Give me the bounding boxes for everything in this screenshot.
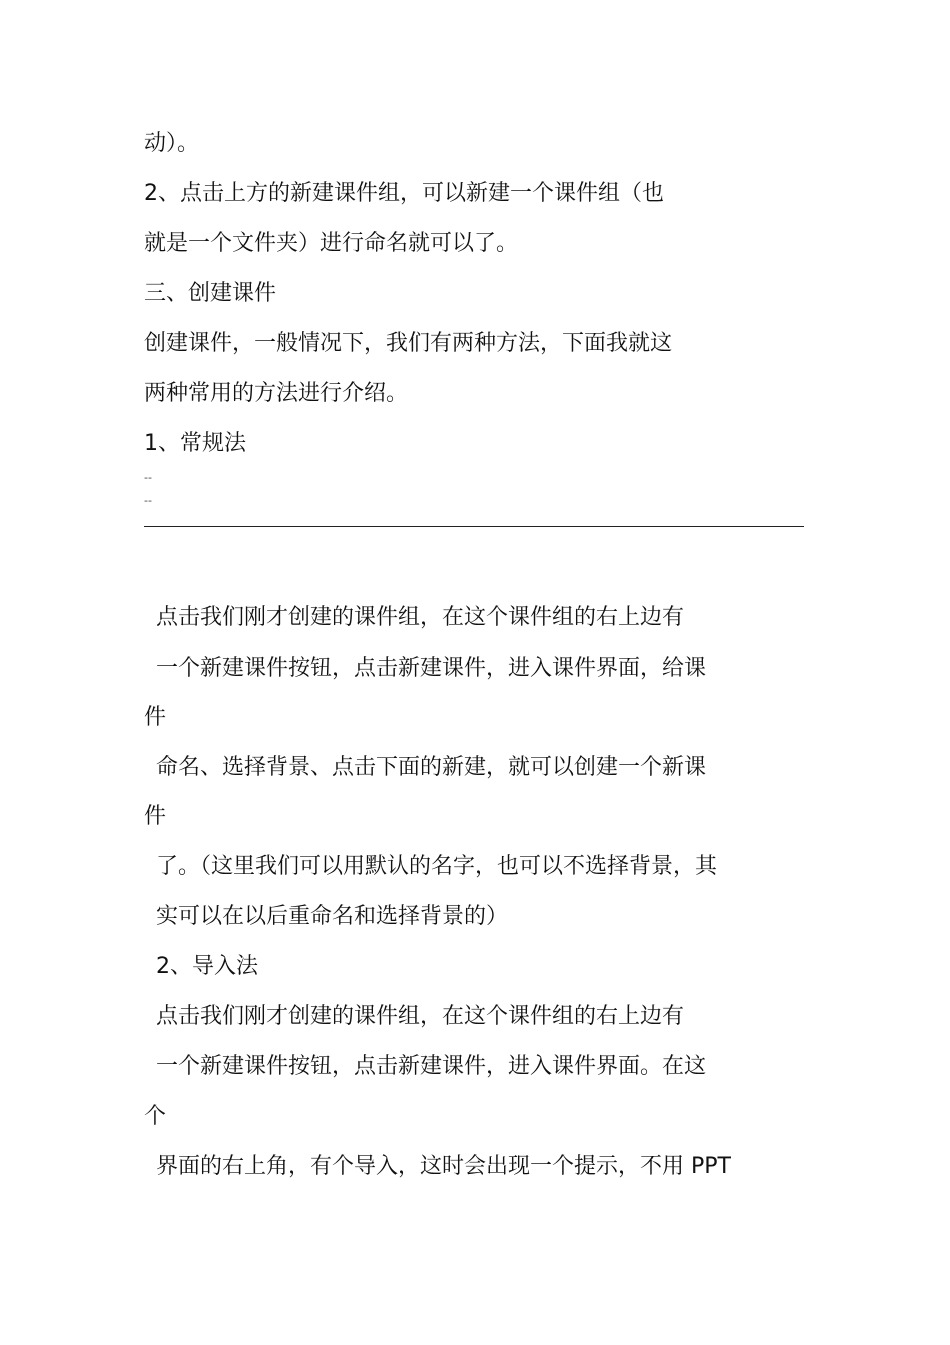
paragraph-line: 实可以在以后重命名和选择背景的）	[156, 904, 509, 929]
paragraph-line: 就是一个文件夹）进行命名就可以了。	[144, 231, 519, 256]
paragraph-line: 点击我们刚才创建的课件组，在这个课件组的右上边有	[156, 1004, 685, 1029]
footer-marker: --	[144, 494, 152, 507]
section-heading: 三、创建课件	[144, 281, 277, 306]
page-divider	[144, 526, 804, 527]
subsection-heading: 2、导入法	[156, 954, 258, 979]
paragraph-line: 了。（这里我们可以用默认的名字，也可以不选择背景，其	[156, 854, 718, 879]
paragraph-line: 界面的右上角，有个导入，这时会出现一个提示，不用 PPT	[156, 1154, 731, 1179]
paragraph-line: 件	[144, 705, 167, 730]
footer-marker: --	[144, 471, 152, 484]
paragraph-line: 2、点击上方的新建课件组，可以新建一个课件组（也	[144, 181, 664, 206]
paragraph-line: 个	[144, 1104, 167, 1129]
paragraph-line: 一个新建课件按钮，点击新建课件，进入课件界面。在这	[156, 1054, 707, 1079]
paragraph-line: 件	[144, 804, 167, 829]
subsection-heading: 1、常规法	[144, 431, 246, 456]
paragraph-line: 创建课件，一般情况下，我们有两种方法，下面我就这	[144, 331, 673, 356]
paragraph-line: 点击我们刚才创建的课件组，在这个课件组的右上边有	[156, 605, 685, 630]
paragraph-line: 动）。	[144, 131, 200, 156]
paragraph-line: 命名、选择背景、点击下面的新建，就可以创建一个新课	[156, 755, 707, 780]
paragraph-line: 两种常用的方法进行介绍。	[144, 381, 409, 406]
paragraph-line: 一个新建课件按钮，点击新建课件，进入课件界面，给课	[156, 656, 707, 681]
